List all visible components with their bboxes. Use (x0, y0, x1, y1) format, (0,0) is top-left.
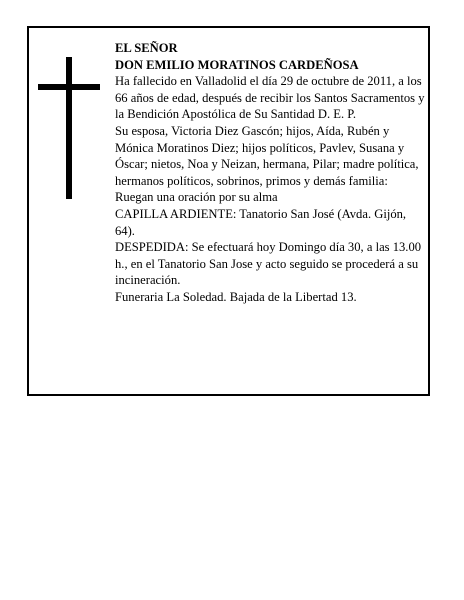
farewell-details: DESPEDIDA: Se efectuará hoy Domingo día 30, a las 13.00 h., en el Tanatorio San Jose y acto seguido se procederá a su incineración. (115, 240, 422, 288)
funeral-chapel: CAPILLA ARDIENTE: Tanatorio San José (Avda. Gijón, 64). (115, 206, 407, 238)
obituary-notice (27, 26, 430, 396)
notice-title: EL SEÑOR (115, 41, 178, 55)
cross-icon (38, 57, 100, 199)
family-list: Su esposa, Victoria Diez Gascón; hijos, Aída, Rubén y Mónica Moratinos Diez; hijos políticos, Pavlev, Susana y Óscar; nietos, Noa y Neizan, hermana, Pilar; madre política, hermanos políticos, sobrinos, primos y demás familia: (115, 123, 419, 188)
deceased-name: DON EMILIO MORATINOS CARDEÑOSA (115, 57, 359, 72)
cross-vertical-bar (66, 57, 72, 199)
death-announcement: Ha fallecido en Valladolid el día 29 de octubre de 2011, a los 66 años de edad, después de recibir los Santos Sacramentos y la Bendición Apostólica de Su Santidad D. E. P. (115, 74, 425, 122)
prayer-request: Ruegan una oración por su alma (115, 190, 278, 205)
cross-horizontal-bar (38, 84, 100, 90)
notice-text (115, 40, 427, 306)
funeral-home: Funeraria La Soledad. Bajada de la Libertad 13. (115, 289, 357, 304)
